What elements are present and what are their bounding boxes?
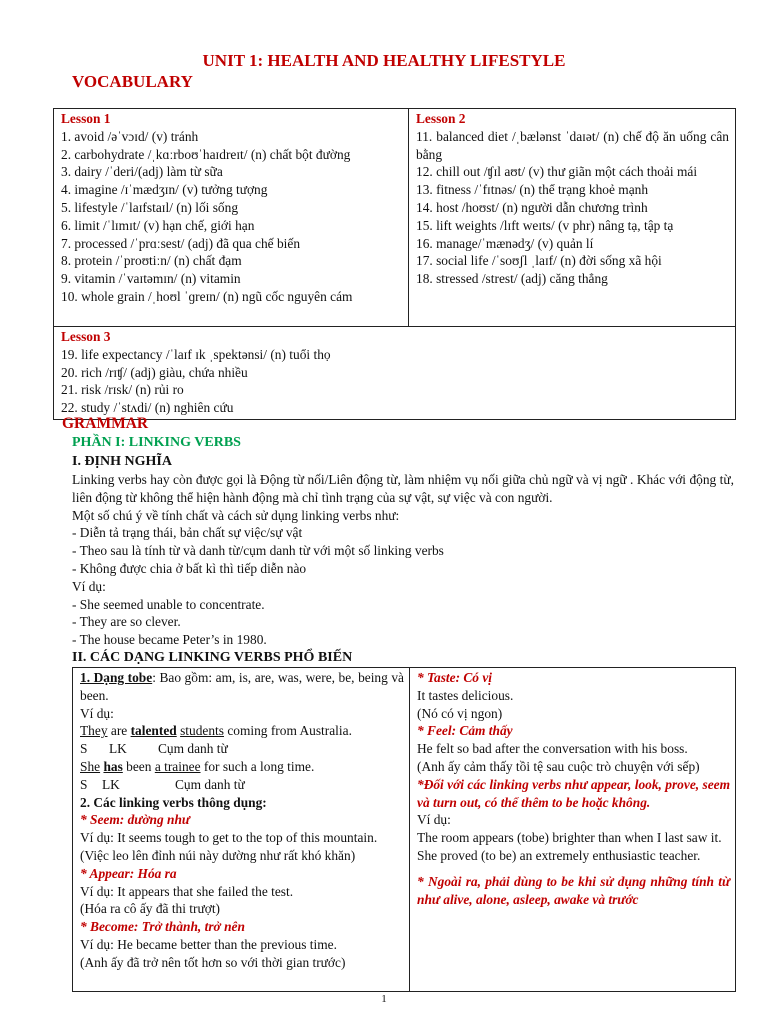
vocab-item: 8. protein /ˈproʊtiːn/ (n) chất đạm [61, 253, 242, 269]
gloss-noun-phrase: Cụm danh từ [158, 741, 228, 757]
definition-line: - She seemed unable to concentrate. [72, 596, 265, 612]
lesson-3-cell [54, 327, 736, 420]
appear-heading: * Appear: Hóa ra [80, 865, 177, 881]
room-example: The room appears (tobe) brighter than when I last saw it. [417, 830, 722, 846]
ex2-rest: for such a long time. [200, 758, 315, 774]
tobe-title: 1. Dạng tobe [80, 670, 153, 685]
ex1-verb: are [110, 723, 128, 739]
lesson-1-heading: Lesson 1 [61, 111, 111, 126]
definition-line: - Theo sau là tính từ và danh từ/cụm danh từ với một số linking verbs [72, 543, 444, 559]
grammar-heading: GRAMMAR [62, 415, 149, 432]
feel-example: He felt so bad after the conversation with his boss. [417, 741, 688, 757]
ex2-verb: has [103, 758, 123, 774]
taste-heading: * Taste: Có vị [417, 670, 493, 685]
vocab-item: 16. manage/ˈmænədʒ/ (v) quản lí [416, 235, 594, 251]
unit-title: UNIT 1: HEALTH AND HEALTHY LIFESTYLE [202, 51, 566, 70]
vocab-item: 7. processed /ˈprɑːsest/ (adj) đã qua chế biến [61, 235, 301, 251]
taste-example: It tastes delicious. [417, 687, 514, 703]
vocab-item: 14. host /hoʊst/ (n) người dẫn chương trình [416, 199, 648, 215]
ex2-subject: She [80, 758, 101, 774]
definition-line: Một số chú ý về tính chất và cách sử dụng linking verbs như: [72, 507, 400, 523]
vocab-item: 17. social life /ˈsoʊʃl ˌlaɪf/ (n) đời sống xã hội [416, 253, 662, 269]
gloss-subject: S [80, 741, 88, 757]
definition-line: - They are so clever. [72, 614, 181, 630]
feel-translation: (Anh ấy cảm thấy tồi tệ sau cuộc trò chuyện với sếp) [417, 758, 700, 774]
taste-translation: (Nó có vị ngon) [417, 705, 503, 721]
part-1-heading: PHẦN I: LINKING VERBS [72, 435, 241, 450]
seem-translation: (Việc leo lên đỉnh núi này dường như rất khó khăn) [80, 847, 356, 863]
types-row [73, 668, 736, 992]
vocab-item: 9. vitamin /ˈvaɪtəmɪn/ (n) vitamin [61, 271, 241, 287]
become-translation: (Anh ấy đã trở nên tốt hơn so với thời gian trước) [80, 954, 346, 970]
definition-block [72, 471, 734, 649]
example-2-gloss [80, 776, 404, 794]
linking-verbs-table [72, 667, 736, 992]
ex2-noun: a trainee [154, 758, 201, 774]
vocab-item: 1. avoid /əˈvɔɪd/ (v) tránh [61, 128, 199, 144]
vocab-item: 12. chill out /ʧɪl aʊt/ (v) thư giãn một cách thoải mái [416, 164, 698, 180]
lesson-row-3 [54, 327, 736, 420]
vocab-item: 4. imagine /ɪˈmædʒɪn/ (v) tưởng tượng [61, 182, 268, 198]
vocab-item: 10. whole grain /ˌhoʊl ˈɡreɪn/ (n) ngũ cốc nguyên cám [61, 288, 353, 304]
definition-line: - Diễn tả trạng thái, bản chất sự việc/sự vật [72, 525, 303, 541]
definition-line: - The house became Peter’s in 1980. [72, 632, 267, 648]
lesson-1-cell [54, 109, 409, 327]
vocab-item: 11. balanced diet /ˌbælənst ˈdaɪət/ (n) chế độ ăn uống cân bằng [416, 128, 729, 162]
vocab-item: 18. stressed /strest/ (adj) căng thẳng [416, 271, 608, 287]
proved-example: She proved (to be) an extremely enthusiastic teacher. [417, 847, 701, 863]
ex1-rest: coming from Australia. [223, 723, 352, 739]
vocab-item: 13. fitness /ˈfɪtnəs/ (n) thể trạng khoẻ mạnh [416, 182, 649, 198]
seem-heading: * Seem: dường như [80, 812, 190, 828]
gloss-linking: LK [109, 741, 127, 757]
vocab-item: 2. carbohydrate /ˌkɑːrboʊˈhaɪdreɪt/ (n) chất bột đường [61, 146, 351, 162]
appear-translation: (Hóa ra cô ấy đã thi trượt) [80, 901, 221, 917]
seem-example: Ví dụ: It seems tough to get to the top of this mountain. [80, 830, 378, 846]
vocab-item: 3. dairy /ˈderi/(adj) làm từ sữa [61, 164, 223, 180]
gloss-subject: S [80, 776, 88, 792]
tobe-paragraph [80, 669, 404, 705]
definition-heading: I. ĐỊNH NGHĨA [72, 454, 172, 469]
vocabulary-heading: VOCABULARY [72, 72, 193, 91]
vocab-item: 19. life expectancy /ˈlaɪf ɪk ˌspektənsi/ (n) tuổi thọ [61, 346, 331, 362]
vocab-item: 5. lifestyle /ˈlaɪfstaɪl/ (n) lối sống [61, 199, 239, 215]
lesson-2-cell [409, 109, 736, 327]
definition-paragraph: Linking verbs hay còn được gọi là Động từ nối/Liên động từ, làm nhiệm vụ nối giữa chủ ngữ và vị ngữ . Khác với động từ, liên động từ không thể hiện hành động mà chỉ tình trạng của sự vật, sự việc và con người. [72, 472, 734, 505]
definition-line: Ví dụ: [72, 578, 106, 594]
example-label: Ví dụ: [417, 812, 451, 828]
vocab-item: 15. lift weights /lɪft weɪts/ (v phr) nâng tạ, tập tạ [416, 217, 674, 233]
gloss-linking: LK [102, 776, 120, 792]
lesson-3-heading: Lesson 3 [61, 329, 111, 344]
right-column [410, 668, 736, 992]
become-heading: * Become: Trở thành, trở nên [80, 919, 245, 935]
vocab-item: 21. risk /rɪsk/ (n) rủi ro [61, 382, 184, 398]
vocab-item: 20. rich /rɪʧ/ (adj) giàu, chứa nhiều [61, 364, 248, 380]
adjective-note: * Ngoài ra, phải dùng to be khi sử dụng những tính từ như alive, alone, asleep, awake và trước [417, 873, 730, 907]
ex1-subject: They [80, 723, 108, 739]
feel-heading: * Feel: Cảm thấy [417, 723, 513, 739]
gloss-noun-phrase: Cụm danh từ [175, 776, 245, 792]
left-column [73, 668, 410, 992]
appear-example: Ví dụ: It appears that she failed the test. [80, 883, 294, 899]
definition-line: - Không được chia ở bất kì thì tiếp diễn nào [72, 560, 307, 576]
example-2 [80, 758, 404, 776]
vocabulary-table [53, 108, 736, 420]
become-example: Ví dụ: He became better than the previous time. [80, 936, 337, 952]
types-heading: II. CÁC DẠNG LINKING VERBS PHỔ BIẾN [72, 650, 353, 665]
example-1-gloss [80, 740, 404, 758]
ex1-adjective: talented [130, 723, 177, 739]
example-label: Ví dụ: [80, 705, 114, 721]
vocab-item: 6. limit /ˈlɪmɪt/ (v) hạn chế, giới hạn [61, 217, 255, 233]
vocab-item: 22. study /ˈstʌdi/ (n) nghiên cứu [61, 400, 234, 416]
to-be-note: *Đối với các linking verbs như appear, look, prove, seem và turn out, có thể thêm to be hoặc không. [417, 776, 730, 810]
lesson-2-heading: Lesson 2 [416, 111, 466, 126]
example-1 [80, 722, 404, 740]
tobe-description: : Bao gồm: am, is, are, was, were, be, being và been. [80, 670, 404, 703]
page-number: 1 [381, 993, 387, 1005]
common-verbs-heading: 2. Các linking verbs thông dụng: [80, 794, 267, 810]
ex2-been: been [126, 758, 152, 774]
ex1-noun: students [180, 723, 224, 739]
lesson-row-1-2 [54, 109, 736, 327]
